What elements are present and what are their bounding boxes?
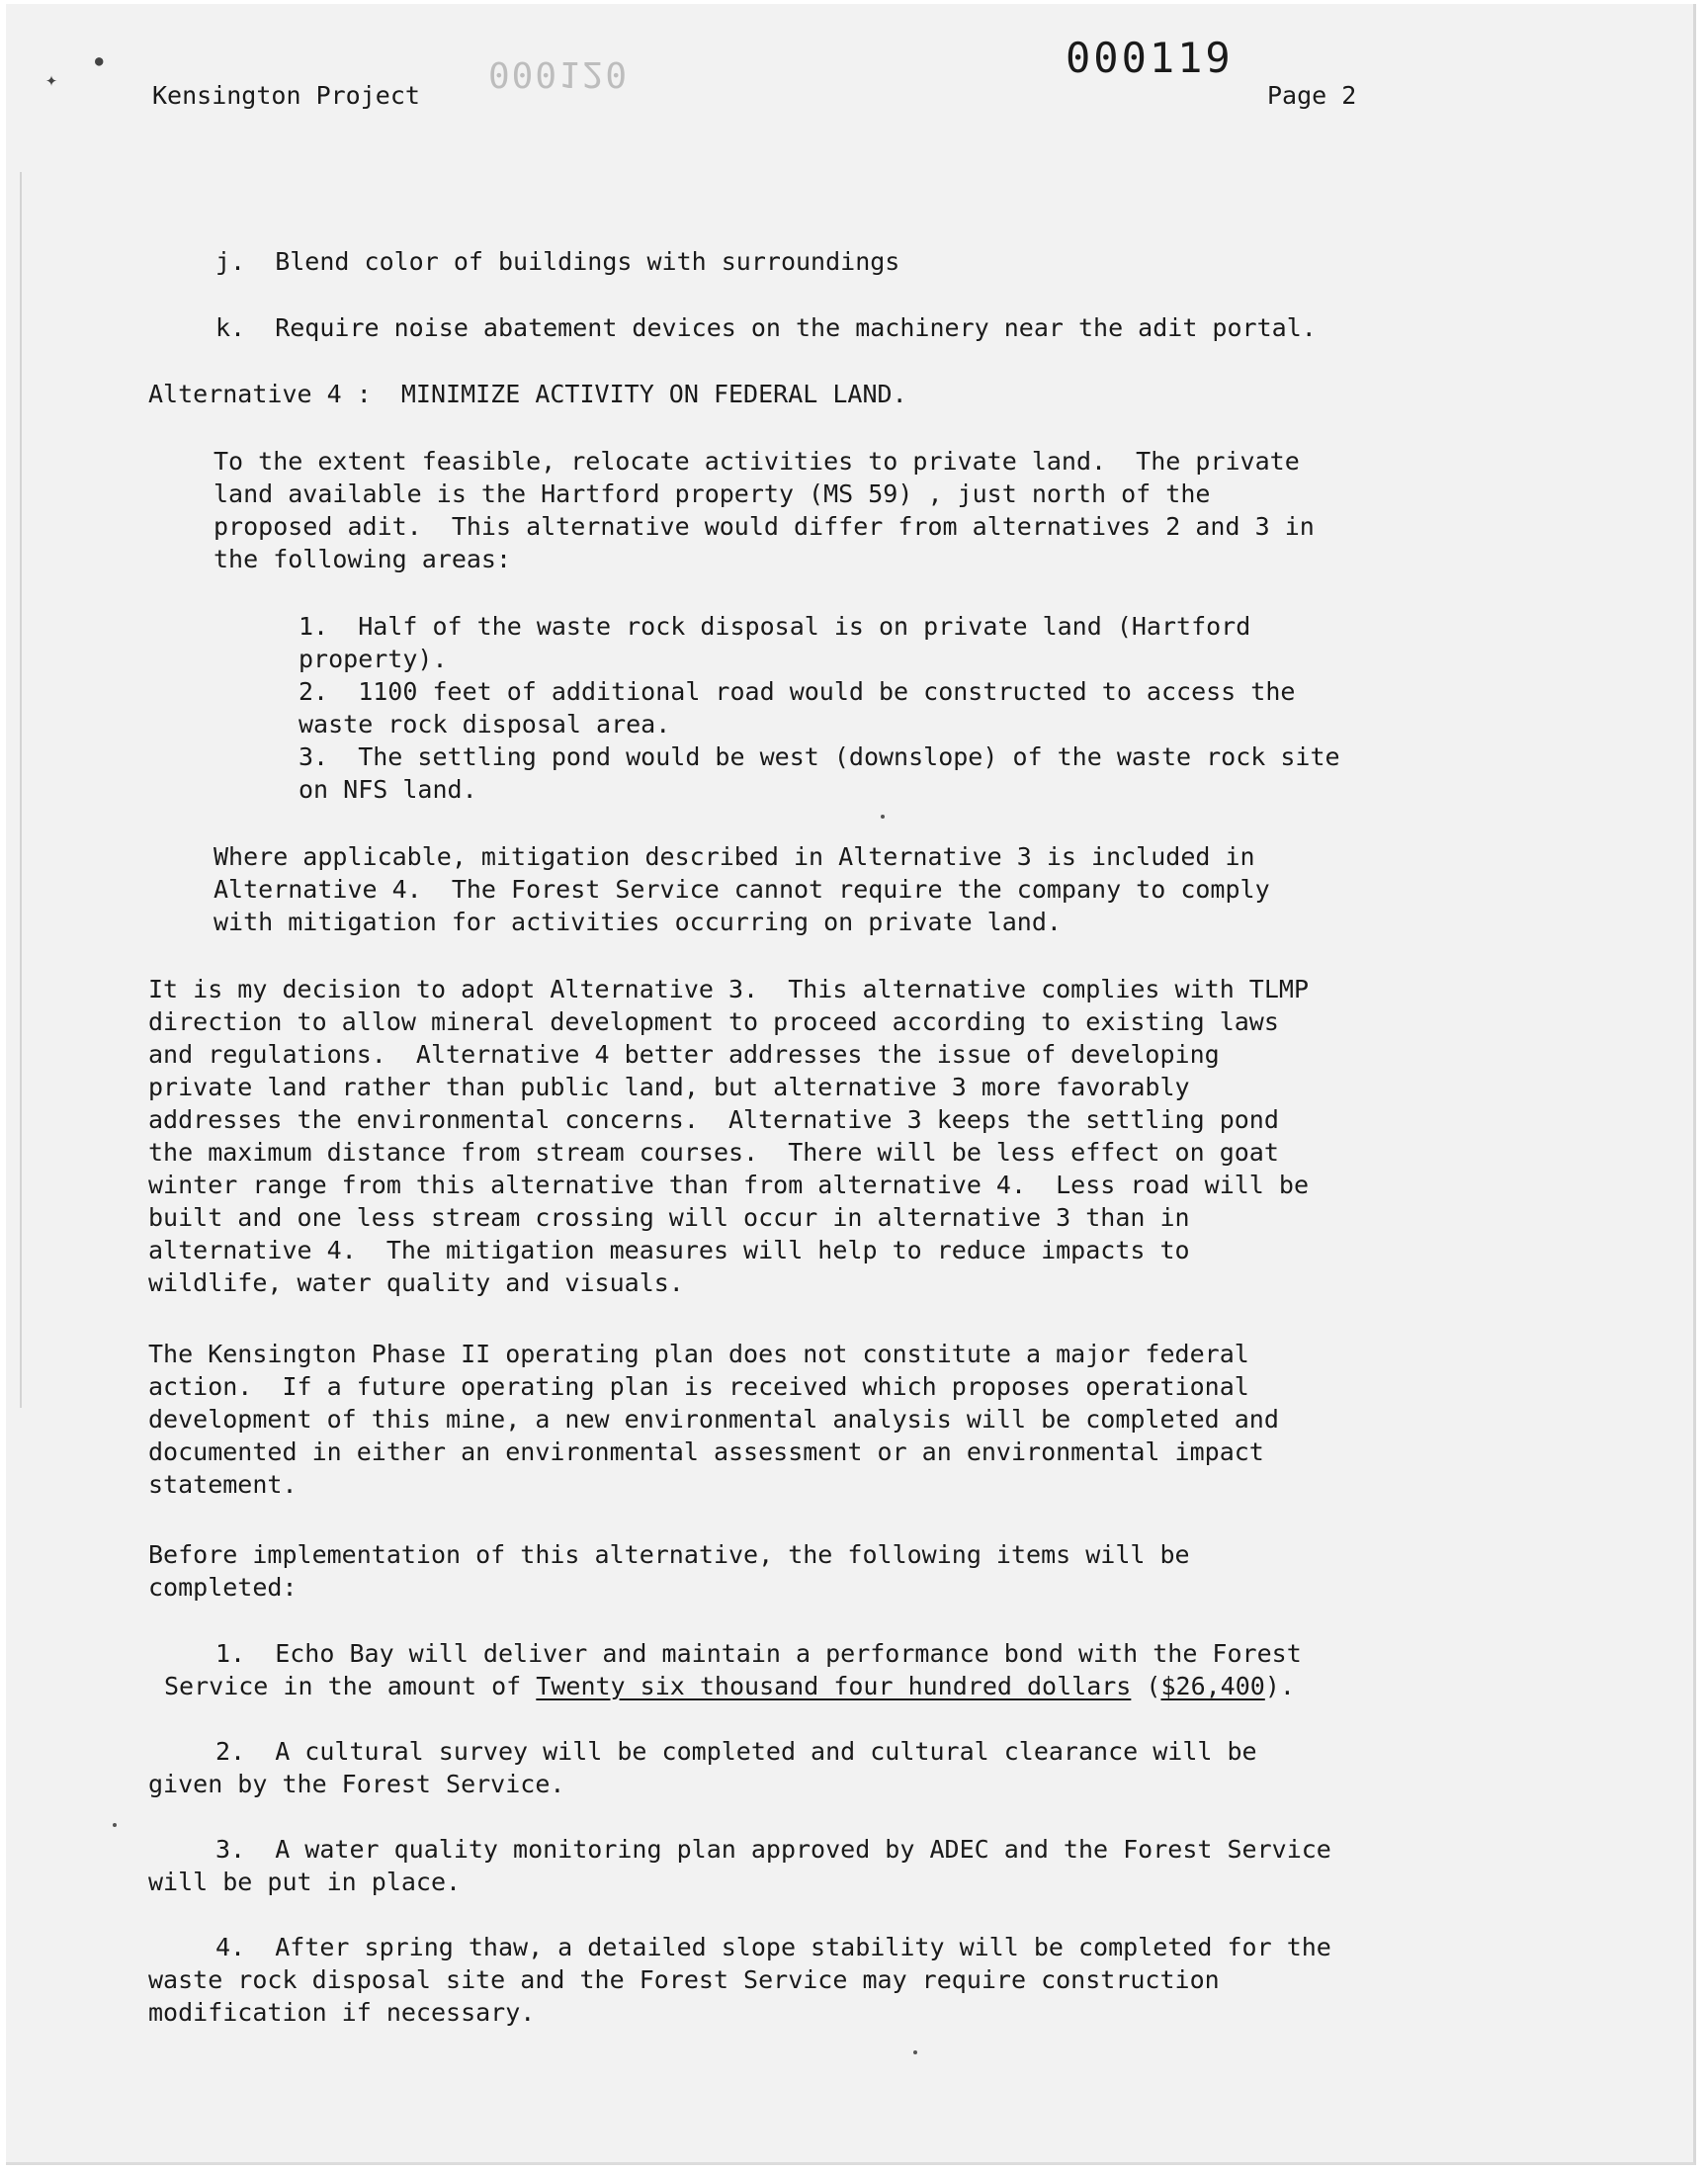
item-text: ( (1131, 1672, 1161, 1700)
list-item-line: property). (299, 645, 448, 673)
paragraph-line: development of this mine, a new environmental analysis will be completed and (148, 1405, 1279, 1434)
mitigation-item-k: k. Require noise abatement devices on the machinery near the adit portal. (215, 313, 1317, 342)
list-item-line: 1. Half of the waste rock disposal is on private land (Hartford (299, 612, 1251, 641)
paragraph-line: waste rock disposal site and the Forest Service may require construction (148, 1965, 1220, 1994)
paragraph-line: completed: (148, 1573, 298, 1602)
item-text: ). (1264, 1672, 1295, 1700)
paragraph-line: 2. A cultural survey will be completed and cultural clearance will be (215, 1737, 1257, 1766)
paragraph-line: the following areas: (214, 545, 512, 573)
scan-speck (913, 2050, 917, 2054)
paragraph-line: addresses the environmental concerns. Alternative 3 keeps the settling pond (148, 1105, 1279, 1134)
list-item-line: on NFS land. (299, 775, 477, 804)
paragraph-line: action. If a future operating plan is received which proposes operational (148, 1372, 1249, 1401)
list-item-line: 3. The settling pond would be west (downslope) of the waste rock site (299, 742, 1340, 771)
paragraph-line: alternative 4. The mitigation measures will help to reduce impacts to (148, 1236, 1190, 1264)
paragraph-line: modification if necessary. (148, 1998, 536, 2027)
paragraph-line: To the extent feasible, relocate activities to private land. The private (214, 447, 1300, 476)
document-page (6, 4, 1696, 2165)
scan-edge-line (20, 172, 22, 1408)
paragraph-line: Alternative 4. The Forest Service cannot require the company to comply (214, 875, 1270, 904)
scan-speck (113, 1823, 117, 1827)
bond-amount-words: Twenty six thousand four hundred dollars (536, 1672, 1132, 1700)
paragraph-line: built and one less stream crossing will occur in alternative 3 than in (148, 1203, 1190, 1232)
bates-stamp-number: 000119 (1066, 34, 1234, 82)
bond-amount-figure: $26,400 (1160, 1672, 1265, 1700)
paragraph-line: direction to allow mineral development to proceed according to existing laws (148, 1007, 1279, 1036)
scan-speck (881, 815, 885, 819)
paragraph-line: winter range from this alternative than from alternative 4. Less road will be (148, 1171, 1309, 1199)
project-title: Kensington Project (152, 81, 420, 110)
item-text: Service in the amount of (164, 1672, 537, 1700)
paragraph-line: statement. (148, 1470, 298, 1499)
paragraph-line: Before implementation of this alternative, the following items will be (148, 1540, 1190, 1569)
paragraph-line: proposed adit. This alternative would differ from alternatives 2 and 3 in (214, 512, 1315, 541)
scan-mark: ● (95, 53, 104, 69)
paragraph-line: the maximum distance from stream courses. There will be less effect on goat (148, 1138, 1279, 1167)
list-item-line: 2. 1100 feet of additional road would be constructed to access the (299, 677, 1296, 706)
mitigation-item-j: j. Blend color of buildings with surroundings (215, 247, 900, 276)
list-item-line: waste rock disposal area. (299, 710, 671, 739)
paragraph-line: will be put in place. (148, 1868, 462, 1896)
paragraph-line: 3. A water quality monitoring plan approved by ADEC and the Forest Service (215, 1835, 1331, 1864)
paragraph-line: wildlife, water quality and visuals. (148, 1268, 684, 1297)
paragraph-line: The Kensington Phase II operating plan does not constitute a major federal (148, 1340, 1249, 1368)
paragraph-line: 1. Echo Bay will deliver and maintain a performance bond with the Forest (215, 1639, 1302, 1668)
paragraph-line: 4. After spring thaw, a detailed slope stability will be completed for the (215, 1933, 1331, 1961)
page-header (152, 81, 1368, 117)
paragraph-line: documented in either an environmental assessment or an environmental impact (148, 1437, 1264, 1466)
paragraph-line: land available is the Hartford property (MS 59) , just north of the (214, 479, 1211, 508)
paragraph-line: given by the Forest Service. (148, 1770, 565, 1798)
paragraph-line (164, 1670, 1295, 1702)
faint-page-number: 000120 (488, 53, 630, 94)
paragraph-line: It is my decision to adopt Alternative 3. This alternative complies with TLMP (148, 975, 1309, 1003)
page-number: Page 2 (1267, 81, 1357, 110)
paragraph-line: private land rather than public land, but alternative 3 more favorably (148, 1073, 1190, 1101)
paragraph-line: with mitigation for activities occurring on private land. (214, 908, 1062, 936)
alternative4-heading: Alternative 4 : MINIMIZE ACTIVITY ON FEDERAL LAND. (148, 380, 907, 408)
scan-mark: ✦ (45, 67, 58, 91)
paragraph-line: Where applicable, mitigation described in Alternative 3 is included in (214, 842, 1255, 871)
paragraph-line: and regulations. Alternative 4 better addresses the issue of developing (148, 1040, 1220, 1069)
